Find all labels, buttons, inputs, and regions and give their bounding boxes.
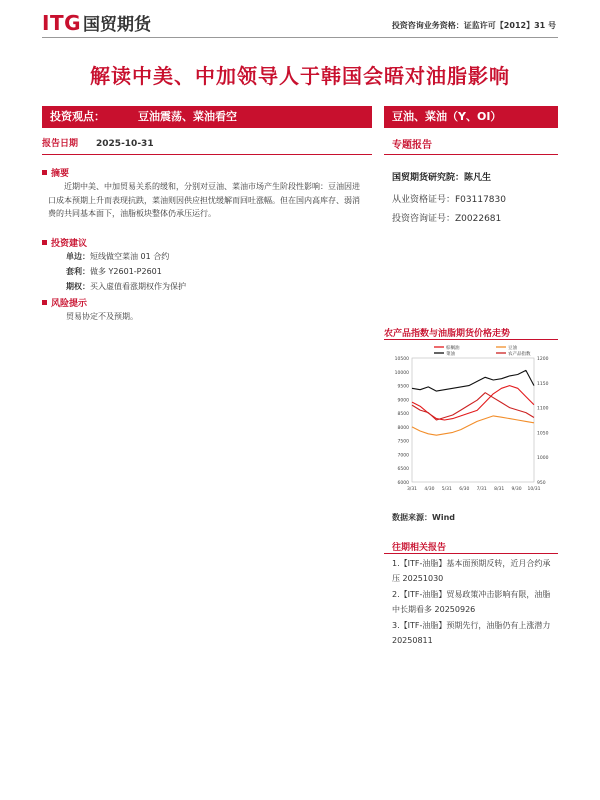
view-label: 投资观点：	[50, 110, 105, 123]
x-tick-label: 6/30	[459, 487, 470, 492]
related-report-link[interactable]: 3.【ITF-油脂】预期先行，油脂仍有上涨潜力 20250811	[392, 621, 551, 645]
risk-text: 贸易协定不及预期。	[66, 312, 138, 321]
y-left-tick-label: 9500	[397, 384, 409, 390]
advice-item-label: 套利：	[66, 267, 90, 276]
y-left-tick-label: 7500	[397, 439, 409, 445]
x-tick-label: 5/31	[441, 487, 452, 492]
left-divider	[42, 154, 372, 155]
series-line-2	[412, 416, 534, 435]
logo-itg: ITG	[42, 11, 81, 35]
advice-heading-text: 投资建议	[51, 239, 88, 249]
advice-heading	[42, 236, 87, 249]
bullet-icon	[42, 240, 47, 245]
legend-label: 农产品指数	[508, 352, 531, 357]
related-report-link[interactable]: 1.【ITF-油脂】基本面预期反转，近月合约承压 20251030	[392, 559, 551, 583]
data-source: 数据来源：Wind	[392, 513, 455, 522]
price-trend-chart	[384, 342, 558, 502]
y-left-tick-label: 10500	[394, 357, 409, 362]
x-tick-label: 4/30	[424, 487, 435, 492]
logo-company-name: 国贸期货	[83, 15, 151, 35]
cert-number: 投资咨询证号：Z0022681	[392, 214, 502, 224]
report-date	[42, 136, 154, 149]
y-right-tick-label: 1100	[537, 406, 549, 412]
risk-heading-text: 风险提示	[51, 299, 88, 309]
research-institute: 国贸期货研究院：陈凡生	[392, 173, 492, 183]
advice-item	[66, 266, 162, 277]
report-title: 解读中美、中加领导人于韩国会晤对油脂影响	[90, 64, 510, 88]
y-left-tick-label: 7000	[397, 453, 409, 459]
x-tick-label: 10/31	[527, 487, 541, 492]
y-left-tick-label: 9000	[397, 398, 409, 404]
report-type: 专题报告	[392, 140, 432, 151]
advice-item-label: 单边：	[66, 252, 90, 261]
chart-divider	[384, 339, 558, 340]
y-right-tick-label: 950	[537, 481, 546, 486]
cert-number: 从业资格证号：F03117830	[392, 195, 506, 205]
investment-view-bar	[42, 106, 372, 128]
report-date-label: 报告日期	[42, 139, 79, 149]
header-divider	[42, 37, 558, 38]
y-right-tick-label: 1150	[537, 381, 549, 387]
x-tick-label: 9/30	[511, 487, 522, 492]
legend-label: 棕榈油	[446, 346, 460, 351]
product-bar	[384, 106, 558, 128]
advice-item-text: 短线做空菜油 01 合约	[90, 252, 170, 261]
right-divider	[384, 154, 558, 155]
related-report-link[interactable]: 2.【ITF-油脂】贸易政策冲击影响有限，油脂中长期看多 20250926	[392, 590, 551, 614]
summary-heading	[42, 166, 69, 179]
summary-heading-text: 摘要	[51, 169, 70, 179]
bullet-icon	[42, 300, 47, 305]
y-left-tick-label: 8000	[397, 425, 409, 431]
legend-label: 菜油	[446, 352, 455, 357]
view-value: 豆油震荡、菜油看空	[138, 110, 237, 123]
y-left-tick-label: 10000	[394, 370, 409, 376]
legend-label: 豆油	[508, 346, 517, 351]
bullet-icon	[42, 170, 47, 175]
risk-heading	[42, 296, 87, 309]
y-right-tick-label: 1000	[537, 456, 549, 462]
y-right-tick-label: 1200	[537, 357, 549, 362]
qualification-text: 投资咨询业务资格：证监许可【2012】31 号	[391, 21, 556, 30]
company-logo	[42, 10, 151, 35]
advice-item-text: 买入虚值看涨期权作为保护	[90, 282, 186, 291]
y-left-tick-label: 8500	[397, 412, 409, 418]
advice-item-label: 期权：	[66, 282, 90, 291]
x-tick-label: 8/31	[494, 487, 505, 492]
advice-item	[66, 251, 169, 262]
report-date-value: 2025-10-31	[96, 139, 154, 149]
x-tick-label: 7/31	[476, 487, 487, 492]
summary-text: 近期中美、中加贸易关系的缓和，分别对豆油、菜油市场产生阶段性影响：豆油因进口成本预期上升而表现抗跌，菜油则因供应担忧缓解而回吐涨幅。但在国内高库存、弱消费的共同基本面下，油脂板块整体仍承压运行。	[48, 182, 360, 218]
related-divider	[384, 553, 558, 554]
product-label: 豆油、菜油（Y、OI）	[392, 110, 502, 123]
advice-item-text: 做多 Y2601-P2601	[90, 267, 162, 276]
y-left-tick-label: 6000	[397, 481, 409, 486]
related-reports-heading: 往期相关报告	[392, 543, 447, 553]
chart-title: 农产品指数与油脂期货价格走势	[384, 329, 511, 339]
y-left-tick-label: 6500	[397, 467, 409, 473]
x-tick-label: 3/31	[406, 487, 418, 492]
series-line-4	[412, 393, 534, 420]
y-right-tick-label: 1050	[537, 431, 549, 437]
advice-item	[66, 281, 186, 292]
